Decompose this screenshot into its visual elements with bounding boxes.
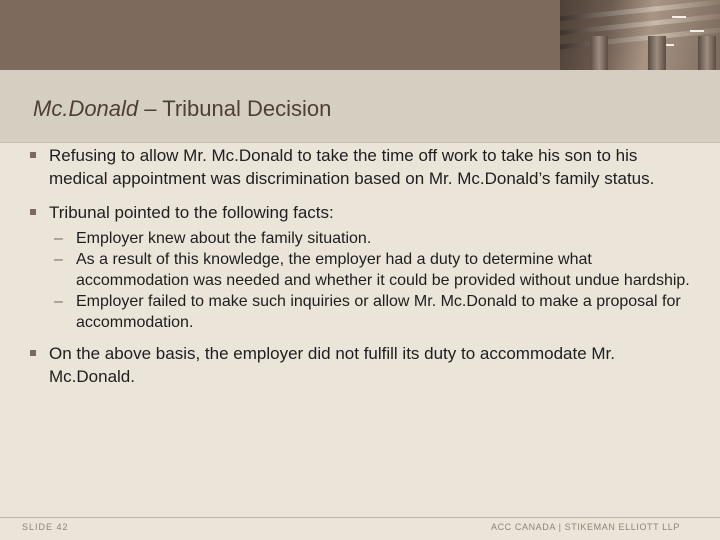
slide-title <box>33 96 331 122</box>
sub-bullet-item <box>30 249 695 291</box>
bullet-item <box>30 342 695 388</box>
photo-light <box>672 16 686 18</box>
slide-content <box>30 144 695 388</box>
bullet-item <box>30 144 695 190</box>
dash-bullet-icon: – <box>54 230 63 247</box>
sub-bullet-text: Employer knew about the family situation. <box>76 230 372 247</box>
sub-bullet-item <box>30 228 695 249</box>
slide-title-rest: – Tribunal Decision <box>138 96 332 121</box>
square-bullet-icon <box>30 152 36 158</box>
header-photo <box>560 0 720 70</box>
bullet-text: Tribunal pointed to the following facts: <box>49 203 334 222</box>
dash-bullet-icon: – <box>54 293 63 310</box>
sub-bullet-list <box>30 228 695 333</box>
photo-light <box>690 30 704 32</box>
title-divider <box>0 142 720 143</box>
photo-pillar <box>590 36 608 70</box>
sub-bullet-item <box>30 291 695 333</box>
sub-bullet-text: Employer failed to make such inquiries or allow Mr. Mc.Donald to make a proposal for accommodation. <box>76 293 681 331</box>
footer-divider <box>0 517 720 518</box>
bullet-item <box>30 201 695 224</box>
photo-pillar <box>648 36 666 70</box>
bullet-text: Refusing to allow Mr. Mc.Donald to take the time off work to take his son to his medical appointment was discrimination based on Mr. Mc.Donald’s family status. <box>49 146 655 188</box>
square-bullet-icon <box>30 350 36 356</box>
photo-pillar <box>698 36 716 70</box>
slide-number: SLIDE 42 <box>22 522 69 532</box>
sub-bullet-text: As a result of this knowledge, the employer had a duty to determine what accommodation was needed and whether it could be provided without undue hardship. <box>76 251 690 289</box>
bullet-text: On the above basis, the employer did not fulfill its duty to accommodate Mr. Mc.Donald. <box>49 344 616 386</box>
footer-organization: ACC CANADA | STIKEMAN ELLIOTT LLP <box>490 522 680 532</box>
square-bullet-icon <box>30 209 36 215</box>
dash-bullet-icon: – <box>54 251 63 268</box>
slide-title-case-name: Mc.Donald <box>33 96 139 121</box>
